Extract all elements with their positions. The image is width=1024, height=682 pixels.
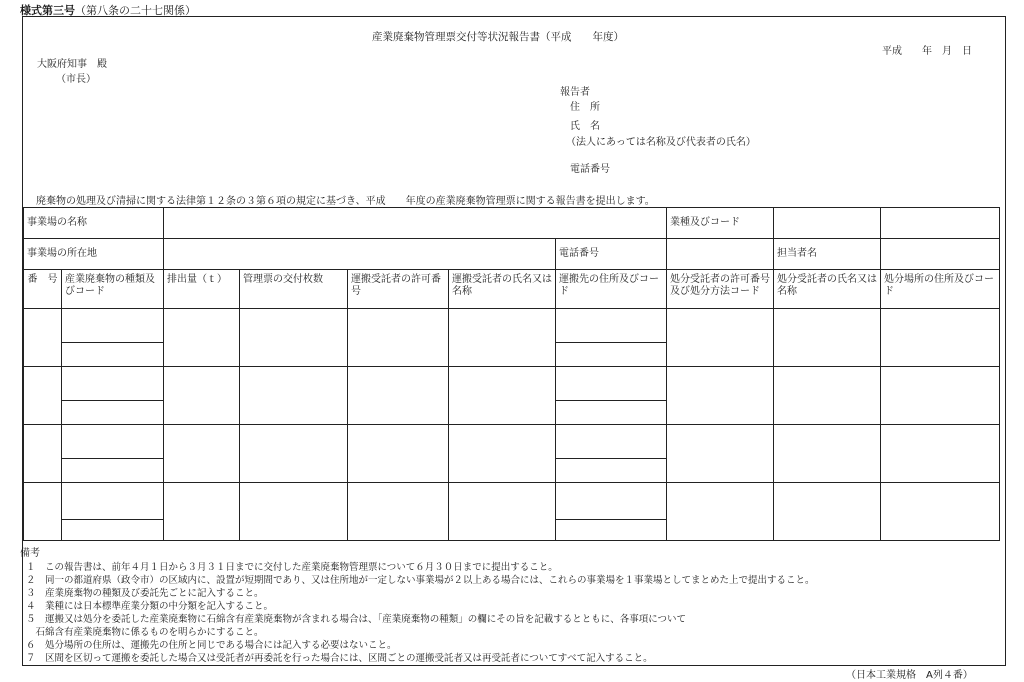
- entry-cell[interactable]: [24, 483, 62, 541]
- entry-cell[interactable]: [164, 309, 240, 367]
- notes-heading: 備考: [20, 548, 40, 559]
- form-reference: （第八条の二十七関係）: [75, 4, 196, 17]
- entry-cell[interactable]: [556, 483, 667, 520]
- entry-cell[interactable]: [449, 425, 556, 483]
- reporter-name-label: 氏 名: [570, 121, 600, 132]
- addressee: 大阪府知事 殿: [37, 59, 107, 70]
- site-name-label: 事業場の名称: [24, 208, 164, 239]
- entry-cell[interactable]: [449, 367, 556, 425]
- entry-cell[interactable]: [348, 425, 449, 483]
- column-header: 運搬受託者の氏名又は名称: [449, 270, 556, 309]
- entry-cell[interactable]: [774, 367, 881, 425]
- column-header: 排出量（ｔ）: [164, 270, 240, 309]
- reporter-address-label: 住 所: [570, 102, 600, 113]
- table-row: [24, 239, 1000, 270]
- entry-cell[interactable]: [449, 309, 556, 367]
- entry-cell[interactable]: [164, 425, 240, 483]
- entry-cell[interactable]: [881, 425, 1000, 483]
- contact-value[interactable]: [881, 239, 1000, 270]
- entry-cell[interactable]: [881, 309, 1000, 367]
- entry-cell[interactable]: [62, 483, 164, 520]
- form-number: 様式第三号（第八条の二十七関係）: [20, 4, 196, 17]
- column-header: 処分場所の住所及びコード: [881, 270, 1000, 309]
- column-header: 運搬受託者の許可番号: [348, 270, 449, 309]
- table-header-row: [24, 270, 1000, 309]
- reporter-name-note: （法人にあっては名称及び代表者の氏名）: [566, 137, 756, 148]
- note-item: ４ 業種には日本標準産業分類の中分類を記入すること。: [26, 601, 274, 612]
- entry-cell[interactable]: [62, 425, 164, 459]
- industry-code-value[interactable]: [774, 208, 881, 239]
- note-item: ６ 処分場所の住所は、運搬先の住所と同じである場合には記入する必要はないこと。: [26, 640, 397, 651]
- entry-row: [24, 367, 1000, 401]
- entry-cell[interactable]: [774, 309, 881, 367]
- entry-cell[interactable]: [24, 367, 62, 425]
- report-table: [23, 207, 1000, 541]
- entry-cell[interactable]: [62, 309, 164, 343]
- entry-cell[interactable]: [24, 309, 62, 367]
- column-header: 処分受託者の氏名又は名称: [774, 270, 881, 309]
- note-item: １ この報告書は、前年４月１日から３月３１日までに交付した産業廃棄物管理票について６月３０日までに提出すること。: [26, 562, 558, 573]
- entry-cell[interactable]: [556, 520, 667, 541]
- industry-code-value-2[interactable]: [881, 208, 1000, 239]
- entry-cell[interactable]: [774, 425, 881, 483]
- entry-cell[interactable]: [62, 367, 164, 401]
- entry-cell[interactable]: [449, 483, 556, 541]
- reporter-phone-label: 電話番号: [570, 164, 610, 175]
- entry-cell[interactable]: [62, 520, 164, 541]
- paper-standard: （日本工業規格 A列４番）: [846, 670, 973, 681]
- site-location-value[interactable]: [164, 239, 556, 270]
- entry-cell[interactable]: [62, 459, 164, 483]
- entry-cell[interactable]: [556, 367, 667, 401]
- contact-label: 担当者名: [774, 239, 881, 270]
- entry-cell[interactable]: [348, 367, 449, 425]
- addressee-sub: （市長）: [56, 74, 96, 85]
- column-header: 運搬先の住所及びコード: [556, 270, 667, 309]
- statement: 廃棄物の処理及び清掃に関する法律第１２条の３第６項の規定に基づき、平成 年度の産業廃棄物管理票に関する報告書を提出します。: [36, 196, 655, 207]
- entry-cell[interactable]: [556, 309, 667, 343]
- entry-cell[interactable]: [667, 483, 774, 541]
- note-item: ３ 産業廃棄物の種類及び委託先ごとに記入すること。: [26, 588, 264, 599]
- entry-cell[interactable]: [556, 343, 667, 367]
- site-name-value[interactable]: [164, 208, 667, 239]
- report-date: 平成 年 月 日: [882, 46, 972, 57]
- entry-row: [24, 425, 1000, 459]
- column-header: 管理票の交付枚数: [240, 270, 348, 309]
- entry-cell[interactable]: [240, 367, 348, 425]
- entry-cell[interactable]: [164, 483, 240, 541]
- note-item: ２ 同一の都道府県（政令市）の区域内に、設置が短期間であり、又は住所地が一定しない事業場が２以上ある場合には、これらの事業場を１事業場としてまとめた上で提出すること。: [26, 575, 815, 586]
- entry-cell[interactable]: [556, 459, 667, 483]
- entry-cell[interactable]: [62, 343, 164, 367]
- entry-row: [24, 483, 1000, 520]
- note-item: 石綿含有産業廃棄物に係るものを明らかにすること。: [26, 627, 264, 638]
- entry-cell[interactable]: [348, 483, 449, 541]
- industry-code-label: 業種及びコード: [667, 208, 774, 239]
- entry-cell[interactable]: [667, 425, 774, 483]
- reporter-label: 報告者: [560, 87, 590, 98]
- entry-cell[interactable]: [62, 401, 164, 425]
- entry-cell[interactable]: [240, 309, 348, 367]
- page-title: 産業廃棄物管理票交付等状況報告書（平成 年度）: [372, 31, 624, 43]
- column-header: 処分受託者の許可番号及び処分方法コード: [667, 270, 774, 309]
- column-header: 産業廃棄物の種類及びコード: [62, 270, 164, 309]
- entry-cell[interactable]: [556, 401, 667, 425]
- entry-cell[interactable]: [556, 425, 667, 459]
- site-location-label: 事業場の所在地: [24, 239, 164, 270]
- column-header: 番 号: [24, 270, 62, 309]
- entry-cell[interactable]: [240, 425, 348, 483]
- entry-cell[interactable]: [774, 483, 881, 541]
- table-row: [24, 208, 1000, 239]
- entry-cell[interactable]: [667, 309, 774, 367]
- entry-cell[interactable]: [881, 367, 1000, 425]
- phone-value[interactable]: [667, 239, 774, 270]
- note-item: ７ 区間を区切って運搬を委託した場合又は受託者が再委託を行った場合には、区間ごとの運搬受託者又は再受託者についてすべて記入すること。: [26, 653, 653, 664]
- entry-cell[interactable]: [24, 425, 62, 483]
- note-item: ５ 運搬又は処分を委託した産業廃棄物に石綿含有産業廃棄物が含まれる場合は、「産業廃棄物の種類」の欄にその旨を記載するとともに、各事項について: [26, 614, 687, 625]
- entry-cell[interactable]: [240, 483, 348, 541]
- entry-row: [24, 309, 1000, 343]
- entry-cell[interactable]: [667, 367, 774, 425]
- phone-label: 電話番号: [556, 239, 667, 270]
- entry-cell[interactable]: [348, 309, 449, 367]
- entry-cell[interactable]: [881, 483, 1000, 541]
- entry-cell[interactable]: [164, 367, 240, 425]
